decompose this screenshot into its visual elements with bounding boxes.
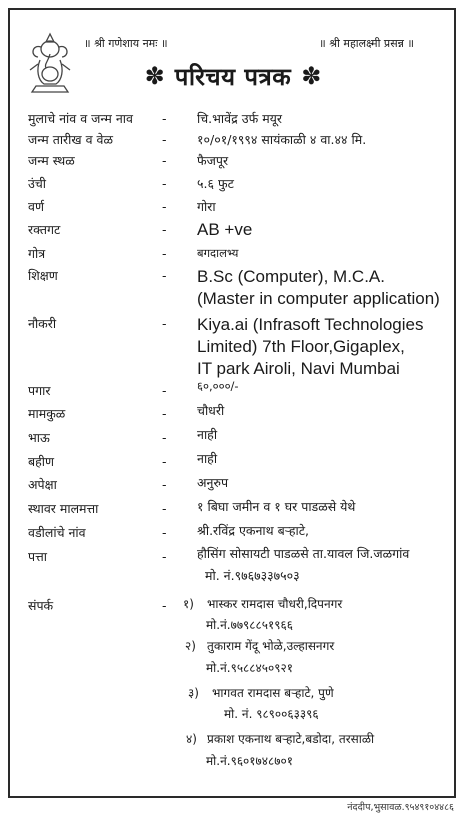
contact-phone: मो. नं. ९८९००६३३९६: [224, 707, 319, 721]
field-value: बगदालभ्य: [197, 246, 239, 260]
field-label: बहीण: [28, 454, 55, 469]
field-value: नाही: [197, 451, 218, 466]
separator: -: [162, 430, 167, 445]
contact-phone: मो.नं.९६०१७४८७०१: [206, 754, 293, 768]
invocation-ganesha: ॥ श्री गणेशाय नमः ॥: [84, 37, 168, 50]
separator: -: [162, 383, 167, 398]
separator: -: [162, 501, 167, 516]
contact-name: भागवत रामदास बऱ्हाटे, पुणे: [212, 686, 334, 700]
address-line: हौसिंग सोसायटी पाडळसे ता.यावल जि.जळगांव: [197, 546, 410, 561]
field-value: १०/०१/१९९४ सायंकाळी ४ वा.४४ मि.: [197, 132, 367, 147]
field-value: श्री.रविंद्र एकनाथ बऱ्हाटे,: [197, 523, 310, 538]
field-value: १ बिघा जमीन व १ घर पाडळसे येथे: [197, 499, 356, 514]
contact-number: २): [185, 639, 196, 653]
field-value: अनुरुप: [197, 475, 229, 490]
contact-name: भास्कर रामदास चौधरी,दिपनगर: [207, 597, 343, 611]
field-value: चि.भावेंद्र उर्फ मयूर: [197, 111, 283, 126]
field-label: जन्म तारीख व वेळ: [28, 132, 113, 147]
contact-number: ३): [188, 686, 199, 700]
field-label: अपेक्षा: [28, 477, 57, 492]
field-value: फैजपूर: [197, 153, 229, 168]
field-value: ६०,०००/-: [197, 379, 239, 393]
contact-name: प्रकाश एकनाथ बऱ्हाटे,बडोदा, तरसाळी: [207, 732, 375, 746]
contact-number: १): [183, 597, 194, 611]
separator: -: [162, 176, 167, 191]
field-value: ५.६ फुट: [197, 176, 234, 191]
field-label: उंची: [28, 176, 47, 191]
separator: -: [162, 132, 167, 147]
job-line: IT park Airoli, Navi Mumbai: [197, 359, 400, 378]
page-title: परिचय पत्रक: [174, 62, 292, 91]
separator: -: [162, 477, 167, 492]
separator: -: [162, 406, 167, 421]
field-label: पगार: [28, 383, 51, 398]
field-label: स्थावर मालमत्ता: [28, 501, 99, 516]
field-label: गोत्र: [28, 246, 46, 261]
address-phone: मो. नं.९७६७३३७५०३: [205, 568, 300, 583]
education-line: B.Sc (Computer), M.C.A.: [197, 267, 385, 286]
field-label: नौकरी: [28, 316, 57, 331]
field-label: मामकुळ: [28, 406, 66, 421]
field-label: रक्तगट: [28, 222, 61, 237]
separator: -: [162, 454, 167, 469]
separator: -: [162, 199, 167, 214]
field-label: वडीलांचे नांव: [28, 525, 86, 540]
field-label: जन्म स्थळ: [28, 153, 75, 168]
field-label: भाऊ: [28, 430, 50, 445]
separator: -: [162, 268, 167, 283]
document-border: [8, 8, 456, 798]
job-line: Limited) 7th Floor,Gigaplex,: [197, 337, 405, 356]
contact-number: ४): [186, 732, 197, 746]
separator: -: [162, 316, 167, 331]
printer-credit: नंददीप,भुसावळ.९५४९१०४४८६: [347, 802, 454, 813]
separator: -: [162, 525, 167, 540]
separator: -: [162, 222, 167, 237]
star-ornament-right: ✽: [301, 62, 322, 90]
separator: -: [162, 246, 167, 261]
field-label: वर्ण: [28, 199, 44, 214]
contact-phone: मो.नं.९५८८४५०९२१: [206, 661, 293, 675]
field-value: नाही: [197, 427, 218, 442]
star-ornament-left: ✽: [144, 62, 165, 90]
separator: -: [162, 153, 167, 168]
field-label: संपर्क: [28, 598, 54, 613]
title-block: [0, 56, 466, 96]
invocation-mahalakshmi: ॥ श्री महालक्ष्मी प्रसन्न ॥: [319, 37, 414, 50]
field-label: शिक्षण: [28, 268, 58, 283]
job-line: Kiya.ai (Infrasoft Technologies: [197, 315, 424, 334]
contact-name: तुकाराम गेंदू भोळे,उल्हासनगर: [207, 639, 335, 653]
education-line: (Master in computer application): [197, 289, 440, 308]
field-label: पत्ता: [28, 549, 47, 564]
separator: -: [162, 598, 167, 613]
field-value: गोरा: [197, 199, 216, 214]
field-label: मुलाचे नांव व जन्म नाव: [28, 111, 133, 126]
separator: -: [162, 111, 167, 126]
field-value: AB +ve: [197, 220, 253, 239]
contact-phone: मो.नं.७७९८८५१९६६: [206, 618, 293, 632]
separator: -: [162, 549, 167, 564]
field-value: चौधरी: [197, 403, 225, 418]
